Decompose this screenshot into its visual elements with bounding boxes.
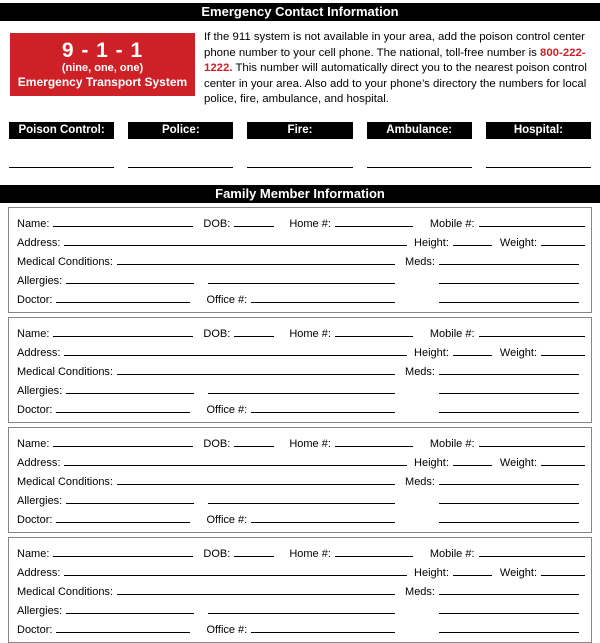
meds-extra-blank-line bbox=[439, 393, 579, 394]
row-name-dob-phones bbox=[17, 213, 585, 232]
medical-conditions-label: Medical Conditions: bbox=[17, 255, 113, 268]
home-phone-label: Home #: bbox=[289, 437, 331, 450]
row-allergies bbox=[17, 270, 585, 289]
row-address-height-weight bbox=[17, 452, 585, 471]
allergies-label: Allergies: bbox=[17, 604, 63, 617]
weight-label: Weight: bbox=[499, 566, 537, 579]
home-phone-label: Home #: bbox=[289, 217, 331, 230]
police-blank-line bbox=[128, 167, 233, 168]
instructions-text-before: If the 911 system is not available in your area, add the poison control center phone number to your cell phone. The national, toll-free number is bbox=[204, 31, 585, 59]
home-phone-blank-line bbox=[335, 556, 413, 557]
row-medical-meds bbox=[17, 251, 585, 270]
doctor-blank-line bbox=[56, 522, 190, 523]
contact-labels-row bbox=[9, 122, 591, 139]
height-label: Height: bbox=[414, 456, 449, 469]
meds-extra-blank-line-2 bbox=[439, 302, 579, 303]
height-blank-line bbox=[453, 465, 492, 466]
row-doctor-office bbox=[17, 399, 585, 418]
home-phone-blank-line bbox=[335, 226, 413, 227]
meds-label: Meds: bbox=[405, 255, 435, 268]
allergies-blank-line bbox=[66, 393, 194, 394]
weight-blank-line bbox=[541, 245, 585, 246]
row-doctor-office bbox=[17, 289, 585, 308]
row-doctor-office bbox=[17, 619, 585, 638]
poison-control-instructions bbox=[204, 30, 592, 108]
weight-label: Weight: bbox=[499, 236, 537, 249]
mobile-phone-blank-line bbox=[479, 556, 585, 557]
address-blank-line bbox=[64, 465, 407, 466]
height-blank-line bbox=[453, 245, 492, 246]
address-blank-line bbox=[64, 245, 407, 246]
ambulance-blank-line bbox=[367, 167, 472, 168]
allergies-label: Allergies: bbox=[17, 274, 63, 287]
medical-conditions-label: Medical Conditions: bbox=[17, 585, 113, 598]
dob-label: DOB: bbox=[203, 217, 231, 230]
office-phone-blank-line bbox=[251, 632, 395, 633]
family-member-list bbox=[0, 207, 600, 643]
medical-conditions-blank-line bbox=[117, 374, 395, 375]
police-label: Police: bbox=[128, 122, 233, 139]
office-phone-label: Office #: bbox=[206, 623, 248, 636]
hospital-label: Hospital: bbox=[486, 122, 591, 139]
address-label: Address: bbox=[17, 566, 61, 579]
mobile-phone-label: Mobile #: bbox=[429, 217, 475, 230]
meds-extra-blank-line bbox=[439, 503, 579, 504]
ambulance-label: Ambulance: bbox=[367, 122, 472, 139]
family-member-card bbox=[8, 207, 592, 313]
row-address-height-weight bbox=[17, 342, 585, 361]
meds-blank-line bbox=[439, 594, 579, 595]
dob-label: DOB: bbox=[203, 437, 231, 450]
badge-transport-system-label: Emergency Transport System bbox=[17, 75, 188, 89]
mobile-phone-blank-line bbox=[479, 336, 585, 337]
office-phone-blank-line bbox=[251, 412, 395, 413]
weight-blank-line bbox=[541, 465, 585, 466]
height-label: Height: bbox=[414, 236, 449, 249]
row-address-height-weight bbox=[17, 232, 585, 251]
name-blank-line bbox=[53, 336, 193, 337]
hospital-blank-line bbox=[486, 167, 591, 168]
allergies-extra-blank-line bbox=[208, 393, 395, 394]
name-label: Name: bbox=[17, 217, 50, 230]
row-medical-meds bbox=[17, 471, 585, 490]
height-label: Height: bbox=[414, 566, 449, 579]
row-name-dob-phones bbox=[17, 433, 585, 452]
office-phone-blank-line bbox=[251, 522, 395, 523]
mobile-phone-label: Mobile #: bbox=[429, 547, 475, 560]
address-blank-line bbox=[64, 575, 407, 576]
family-member-card bbox=[8, 537, 592, 643]
allergies-blank-line bbox=[66, 283, 194, 284]
dob-label: DOB: bbox=[203, 327, 231, 340]
height-blank-line bbox=[453, 575, 492, 576]
meds-extra-blank-line bbox=[439, 283, 579, 284]
row-name-dob-phones bbox=[17, 543, 585, 562]
meds-extra-blank-line bbox=[439, 613, 579, 614]
doctor-blank-line bbox=[56, 302, 190, 303]
row-doctor-office bbox=[17, 509, 585, 528]
dob-blank-line bbox=[234, 226, 274, 227]
height-blank-line bbox=[453, 355, 492, 356]
poison-control-label: Poison Control: bbox=[9, 122, 114, 139]
family-member-card bbox=[8, 317, 592, 423]
weight-blank-line bbox=[541, 575, 585, 576]
emergency-contact-header: Emergency Contact Information bbox=[0, 3, 600, 21]
meds-extra-blank-line-2 bbox=[439, 632, 579, 633]
row-allergies bbox=[17, 600, 585, 619]
row-medical-meds bbox=[17, 581, 585, 600]
intro-section bbox=[10, 33, 592, 108]
address-blank-line bbox=[64, 355, 407, 356]
weight-label: Weight: bbox=[499, 346, 537, 359]
address-label: Address: bbox=[17, 346, 61, 359]
contact-blank-lines-row bbox=[9, 139, 591, 168]
name-blank-line bbox=[53, 226, 193, 227]
name-blank-line bbox=[53, 556, 193, 557]
family-member-header: Family Member Information bbox=[0, 185, 600, 203]
name-blank-line bbox=[53, 446, 193, 447]
family-member-card bbox=[8, 427, 592, 533]
dob-label: DOB: bbox=[203, 547, 231, 560]
name-label: Name: bbox=[17, 547, 50, 560]
medical-conditions-blank-line bbox=[117, 484, 395, 485]
doctor-label: Doctor: bbox=[17, 293, 53, 306]
doctor-blank-line bbox=[56, 412, 190, 413]
weight-label: Weight: bbox=[499, 456, 537, 469]
office-phone-blank-line bbox=[251, 302, 395, 303]
allergies-label: Allergies: bbox=[17, 384, 63, 397]
allergies-blank-line bbox=[66, 613, 194, 614]
doctor-blank-line bbox=[56, 632, 190, 633]
allergies-blank-line bbox=[66, 503, 194, 504]
row-allergies bbox=[17, 490, 585, 509]
meds-label: Meds: bbox=[405, 585, 435, 598]
doctor-label: Doctor: bbox=[17, 403, 53, 416]
dob-blank-line bbox=[234, 556, 274, 557]
fire-label: Fire: bbox=[247, 122, 352, 139]
mobile-phone-label: Mobile #: bbox=[429, 437, 475, 450]
poison-control-blank-line bbox=[9, 167, 114, 168]
row-medical-meds bbox=[17, 361, 585, 380]
mobile-phone-label: Mobile #: bbox=[429, 327, 475, 340]
medical-conditions-label: Medical Conditions: bbox=[17, 365, 113, 378]
name-label: Name: bbox=[17, 437, 50, 450]
mobile-phone-blank-line bbox=[479, 226, 585, 227]
meds-label: Meds: bbox=[405, 365, 435, 378]
poison-control-phone-number: 800-222-1222. bbox=[204, 46, 586, 75]
weight-blank-line bbox=[541, 355, 585, 356]
name-label: Name: bbox=[17, 327, 50, 340]
home-phone-blank-line bbox=[335, 446, 413, 447]
medical-conditions-blank-line bbox=[117, 264, 395, 265]
doctor-label: Doctor: bbox=[17, 513, 53, 526]
address-label: Address: bbox=[17, 236, 61, 249]
meds-extra-blank-line-2 bbox=[439, 522, 579, 523]
address-label: Address: bbox=[17, 456, 61, 469]
home-phone-label: Home #: bbox=[289, 327, 331, 340]
row-address-height-weight bbox=[17, 562, 585, 581]
office-phone-label: Office #: bbox=[206, 513, 248, 526]
mobile-phone-blank-line bbox=[479, 446, 585, 447]
office-phone-label: Office #: bbox=[206, 293, 248, 306]
dob-blank-line bbox=[234, 336, 274, 337]
home-phone-blank-line bbox=[335, 336, 413, 337]
medical-conditions-blank-line bbox=[117, 594, 395, 595]
allergies-extra-blank-line bbox=[208, 283, 395, 284]
allergies-extra-blank-line bbox=[208, 613, 395, 614]
medical-conditions-label: Medical Conditions: bbox=[17, 475, 113, 488]
meds-blank-line bbox=[439, 264, 579, 265]
badge-911-words: (nine, one, one) bbox=[61, 62, 144, 74]
meds-extra-blank-line-2 bbox=[439, 412, 579, 413]
allergies-label: Allergies: bbox=[17, 494, 63, 507]
meds-blank-line bbox=[439, 374, 579, 375]
dob-blank-line bbox=[234, 446, 274, 447]
allergies-extra-blank-line bbox=[208, 503, 395, 504]
fire-blank-line bbox=[247, 167, 352, 168]
meds-label: Meds: bbox=[405, 475, 435, 488]
home-phone-label: Home #: bbox=[289, 547, 331, 560]
doctor-label: Doctor: bbox=[17, 623, 53, 636]
row-name-dob-phones bbox=[17, 323, 585, 342]
emergency-911-badge bbox=[10, 33, 195, 96]
row-allergies bbox=[17, 380, 585, 399]
height-label: Height: bbox=[414, 346, 449, 359]
office-phone-label: Office #: bbox=[206, 403, 248, 416]
instructions-text-after: This number will automatically direct you to the nearest poison control center in your area. Also add to your phone’s directory the numbers for local police, fire, ambulance, and hospital. bbox=[204, 62, 587, 106]
badge-911-number: 9 - 1 - 1 bbox=[61, 39, 144, 62]
meds-blank-line bbox=[439, 484, 579, 485]
